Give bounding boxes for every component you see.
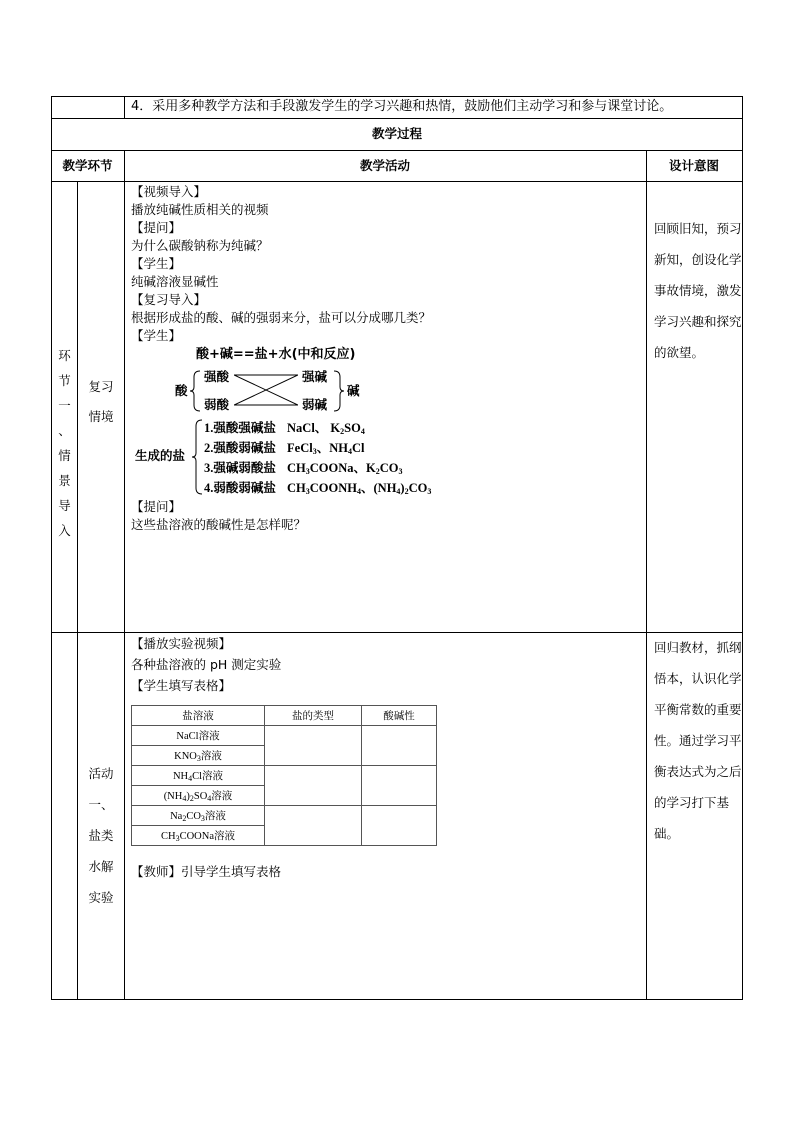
acidity-cell[interactable] <box>362 806 437 846</box>
salt-table-cell: NaCl溶液 <box>132 726 265 746</box>
salt-type-name: 1.强酸强碱盐 <box>204 421 276 435</box>
acidity-cell[interactable] <box>362 726 437 766</box>
strong-base: 强碱 <box>302 369 328 384</box>
salt-type-cell[interactable] <box>265 726 362 766</box>
section2-intent: 回归教材，抓纲悟本，认识化学平衡常数的重要性。通过学习平衡表达式为之后的学习打下基础。 <box>654 640 742 841</box>
activity-line: 播放纯碱性质相关的视频 <box>131 202 269 217</box>
cross-lines <box>234 373 298 407</box>
salt-label: 生成的盐 <box>135 448 186 463</box>
base-label: 碱 <box>347 383 360 398</box>
activity-line: 【学生填写表格】 <box>131 678 232 693</box>
section1-sub-stage <box>78 372 124 432</box>
section1-stage-label <box>52 343 77 543</box>
activity-line: 这些盐溶液的酸碱性是怎样呢？ <box>131 517 307 532</box>
salt-type-examples: NaCl、 $K_2SO_4$ <box>287 421 365 436</box>
activity-line: 各种盐溶液的 pH 测定实验 <box>131 657 282 672</box>
stage-char: 环 <box>58 348 71 363</box>
salt-type-name: 2.强酸弱碱盐 <box>204 441 276 455</box>
sub-stage-line: 盐类 <box>88 828 114 843</box>
neutralization-equation: 酸+碱==盐+水(中和反应) <box>196 347 356 362</box>
salt-type-cell[interactable] <box>265 766 362 806</box>
activity-line: 【学生】 <box>131 328 182 343</box>
activity-line: 根据形成盐的酸、碱的强弱来分，盐可以分成哪几类？ <box>131 310 432 325</box>
salt-type-name: 3.强碱弱酸盐 <box>204 461 276 475</box>
sub-stage-line: 情境 <box>88 409 114 424</box>
activity-line: 【复习导入】 <box>131 292 207 307</box>
activity-line: 【学生】 <box>131 256 182 271</box>
sub-stage-line: 实验 <box>88 890 114 905</box>
process-title: 教学过程 <box>371 126 422 141</box>
salt-table-header: 盐溶液 <box>132 706 265 726</box>
section2-sub-stage <box>78 758 124 913</box>
acid-label: 酸 <box>175 383 188 398</box>
sub-stage-line: 水解 <box>88 859 114 874</box>
activity-line: 为什么碳酸钠称为纯碱？ <box>131 238 269 253</box>
stage-char: 节 <box>58 373 71 388</box>
activity-line: 【提问】 <box>131 220 182 235</box>
salt-type-name: 4.弱酸弱碱盐 <box>204 481 276 495</box>
salt-table-cell: $KNO_3$溶液 <box>132 746 265 766</box>
salt-type-3 <box>204 460 403 476</box>
salt-type-1 <box>204 420 365 436</box>
teacher-note: 【教师】引导学生填写表格 <box>131 864 282 879</box>
salt-brace <box>191 418 203 496</box>
base-brace <box>333 369 345 413</box>
salt-type-4 <box>204 480 431 496</box>
salt-table-cell: $Na_2CO_3$溶液 <box>132 806 265 826</box>
salt-type-cell[interactable] <box>265 806 362 846</box>
stage-char: 入 <box>58 523 71 538</box>
stage-char: 情 <box>58 448 71 463</box>
section1-intent: 回顾旧知，预习新知，创设化学事故情境，激发学习兴趣和探究的欲望。 <box>654 221 742 360</box>
stage-char: 一 <box>58 398 71 413</box>
header-intent: 设计意图 <box>668 158 719 173</box>
salt-table-cell: $(NH_4)_2SO_4$溶液 <box>132 786 265 806</box>
stage-char: 导 <box>58 498 71 513</box>
sub-stage-line: 复习 <box>88 379 114 394</box>
activity-line: 纯碱溶液显碱性 <box>131 274 219 289</box>
weak-base: 弱碱 <box>302 397 328 412</box>
salt-type-examples: $CH_3COONH_4$、$(NH_4)_2CO_3$ <box>287 481 432 496</box>
sub-stage-line: 活动 <box>88 766 114 781</box>
salt-table-cell: $NH_4Cl$溶液 <box>132 766 265 786</box>
salt-type-examples: $CH_3COONa$、$K_2CO_3$ <box>287 461 403 476</box>
salt-type-examples: FeCl$_3$、$NH_4Cl$ <box>287 441 365 456</box>
acidity-cell[interactable] <box>362 766 437 806</box>
activity-line: 【提问】 <box>131 499 182 514</box>
header-stage: 教学环节 <box>62 158 113 173</box>
stage-char: 、 <box>58 423 71 438</box>
stage-char: 景 <box>58 473 71 488</box>
sub-stage-line: 一、 <box>88 797 114 812</box>
objective-item-4: 4．采用多种教学方法和手段激发学生的学习兴趣和热情，鼓励他们主动学习和参与课堂讨论。 <box>131 99 673 114</box>
header-activity: 教学活动 <box>359 158 410 173</box>
salt-table-header: 盐的类型 <box>265 706 362 726</box>
acid-brace <box>189 369 201 413</box>
activity-line: 【视频导入】 <box>131 184 207 199</box>
salt-table-cell: $CH_3COONa$溶液 <box>132 826 265 846</box>
salt-type-2 <box>204 440 364 456</box>
weak-acid: 弱酸 <box>204 397 230 412</box>
salt-table-header: 酸碱性 <box>362 706 437 726</box>
salt-solution-table <box>131 705 437 846</box>
strong-acid: 强酸 <box>204 369 230 384</box>
activity-line: 【播放实验视频】 <box>131 636 232 651</box>
